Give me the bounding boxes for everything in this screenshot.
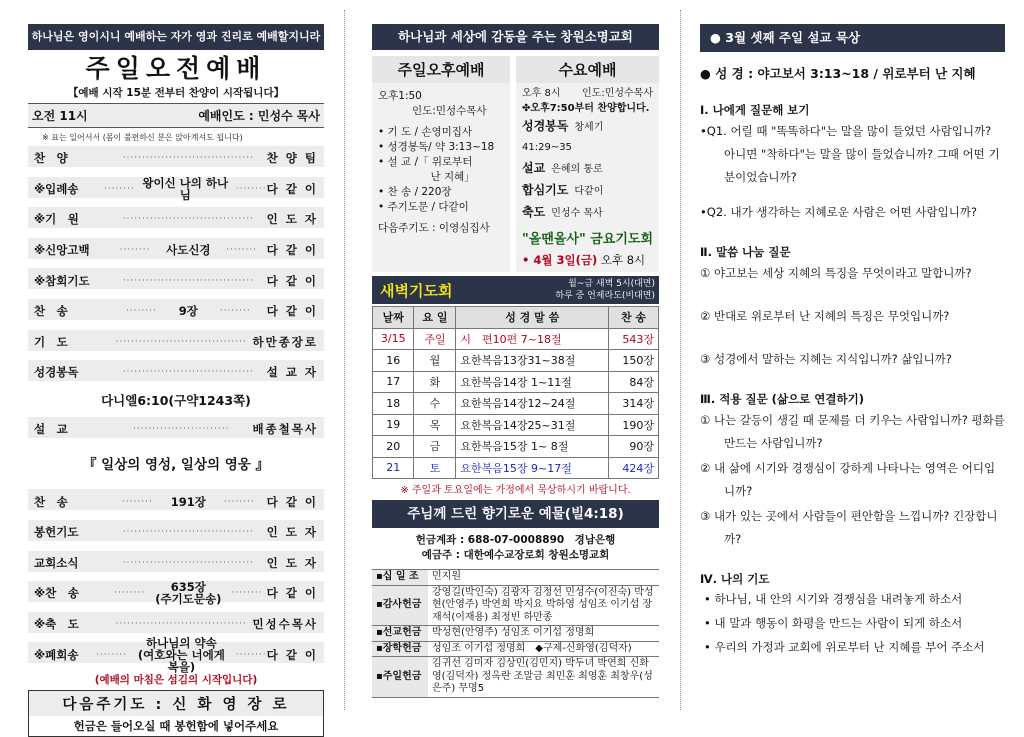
wednesday-item-value: 다같이 — [574, 186, 604, 197]
question-4: ② 반대로 위로부터 난 지혜의 특징은 무엇입니까? — [700, 309, 950, 323]
offering-type: ▪장학헌금 — [372, 641, 428, 657]
service-item-person: 다 같 이 — [266, 647, 318, 662]
col-day: 요 일 — [414, 307, 456, 329]
afternoon-item: • 설 교 /「 위로부터 — [378, 156, 473, 168]
service-item-label: 찬 송 — [34, 494, 68, 509]
service-item-detail: 191장 — [170, 494, 206, 509]
order-of-service-2 — [28, 486, 324, 674]
table-row — [373, 328, 659, 350]
dot-leader: ························· — [132, 424, 230, 435]
standing-note: ※ 표는 일어서서 (몸이 불편하신 분은 앉아계셔도 됩니다) — [42, 133, 243, 142]
account-holder: 예금주 : 대한예수교장로회 창원소명교회 — [421, 549, 610, 561]
dot-leader: ········ — [231, 588, 263, 599]
service-item-label: 교회소식 — [34, 555, 79, 570]
service-item-label: 찬 송 — [34, 304, 68, 319]
wednesday-item-label: 합심기도 — [522, 183, 569, 197]
dawn-prayer-bar — [372, 276, 659, 304]
offering-names: 민지원 — [428, 570, 659, 586]
praise-start-note: 【예배 시작 15분 전부터 찬양이 시작됩니다】 — [67, 87, 285, 99]
dot-leader: ········ — [114, 588, 146, 599]
table-row — [373, 371, 659, 393]
dot-leader: ········ — [103, 183, 135, 194]
row-scripture: 요한복음13장31~38절 — [456, 350, 609, 372]
offering-type: ▪십 일 조 — [372, 570, 428, 586]
row-date: 17 — [373, 371, 414, 393]
afternoon-next-prayer: 다음주기도 : 이영심집사 — [378, 222, 490, 234]
row-hymn: 90장 — [608, 436, 658, 458]
section-3-title: Ⅲ. 적용 질문 (삶으로 연결하기) — [700, 392, 864, 406]
row-scripture: 요한복음14장25~31절 — [456, 414, 609, 436]
dot-leader: ········ — [219, 306, 251, 317]
question-2: •Q2. 내가 생각하는 지혜로운 사람은 어떤 사람입니까? — [700, 205, 978, 219]
service-item-person: 인 도 자 — [266, 525, 318, 540]
wednesday-item — [516, 202, 659, 224]
wednesday-item — [516, 116, 659, 158]
service-item-label: ※참회기도 — [34, 273, 90, 288]
question-3: ① 야고보는 세상 지혜의 특징을 무엇이라고 말합니까? — [700, 266, 972, 280]
service-row — [28, 235, 324, 266]
row-hymn: 190장 — [608, 414, 658, 436]
service-item-label: ※찬 송 — [34, 586, 79, 601]
afternoon-service-box — [372, 56, 510, 272]
table-row — [373, 393, 659, 415]
sermon-row — [28, 414, 324, 445]
table-note: ※ 주일과 토요일에는 가정에서 묵상하시기 바랍니다. — [400, 485, 631, 496]
offering-row — [372, 570, 659, 586]
afternoon-item: • 주기도문 / 다같이 — [378, 201, 469, 213]
column-divider-2 — [680, 10, 681, 710]
service-item-person: 다 같 이 — [266, 181, 318, 196]
bible-reading-table — [372, 306, 659, 479]
offering-table — [372, 569, 659, 698]
wednesday-item — [516, 158, 659, 180]
sermon-speaker: 배종철목사 — [252, 422, 318, 437]
wednesday-item-value: 창세기41:29~35 — [522, 122, 604, 153]
dot-leader: ········ — [121, 496, 153, 507]
dot-leader: ·································· — [115, 336, 247, 347]
dawn-schedule-2: 하루 중 언제라도(비대면) — [555, 291, 655, 301]
row-day: 금 — [414, 436, 456, 458]
afternoon-item: • 성경봉독/ 약 3:13~18 — [378, 141, 495, 153]
service-row — [28, 143, 324, 174]
sermon-title: 『 일상의 영성, 일상의 영웅 』 — [82, 457, 270, 474]
wednesday-item — [516, 180, 659, 202]
service-row — [28, 296, 324, 327]
column-divider-1 — [344, 10, 345, 710]
account-info — [372, 533, 659, 563]
offering-row — [372, 657, 659, 698]
service-item-detail: 왕이신 나의 하나님 — [142, 175, 229, 202]
morning-service-column — [28, 24, 324, 737]
section-4-title: Ⅳ. 나의 기도 — [700, 572, 770, 586]
service-leader: 예배인도 : 민성수 목사 — [198, 109, 320, 123]
meditation-scripture: ● 성 경 : 야고보서 3:13~18 / 위로부터 난 지혜 — [700, 66, 976, 81]
service-item-person: 다 같 이 — [266, 586, 318, 601]
service-row — [28, 265, 324, 296]
friday-date: • 4월 3일(금) — [522, 253, 598, 267]
afternoon-title: 주일오후예배 — [372, 56, 510, 83]
row-scripture: 요한복음15장 1~ 8절 — [456, 436, 609, 458]
row-hymn: 543장 — [608, 328, 658, 350]
left-header: 하나님은 영이시니 예배하는 자가 영과 진리로 예배할지니라 — [28, 24, 324, 50]
service-item-person: 다 같 이 — [266, 243, 318, 258]
dot-leader: ········ — [125, 306, 157, 317]
wednesday-item-value: 은혜의 통로 — [551, 164, 603, 175]
dot-leader: ········ — [235, 183, 267, 194]
dot-leader: ········ — [235, 649, 267, 660]
row-hymn: 424장 — [608, 457, 658, 479]
wednesday-leader: 인도:민성수목사 — [582, 88, 653, 99]
offering-type: ▪주일헌금 — [372, 657, 428, 698]
order-of-service — [28, 143, 324, 388]
table-row — [373, 350, 659, 372]
service-row — [28, 517, 324, 548]
service-item-label: ※입례송 — [34, 181, 79, 196]
question-1: •Q1. 어릴 때 "똑똑하다"는 말을 많이 들었던 사람입니까? 아니면 "착하다"는 말을 많이 들었습니까? 그때 어떤 기분이었습니까? — [700, 124, 1000, 184]
dot-leader: ·································· — [122, 153, 254, 164]
offering-row — [372, 585, 659, 626]
prayer-3: • 우리의 가정과 교회에 위로부터 난 지혜를 부어 주소서 — [704, 640, 985, 654]
mid-header: 하나님과 세상에 감동을 주는 창원소명교회 — [372, 24, 659, 50]
table-row — [373, 436, 659, 458]
service-row — [28, 635, 324, 674]
service-row — [28, 486, 324, 517]
prayer-2: • 내 말과 행동이 화평을 만드는 사람이 되게 하소서 — [704, 616, 963, 630]
dot-leader: ········ — [96, 649, 127, 660]
service-item-label: 기 도 — [34, 334, 68, 349]
afternoon-leader: 인도:민성수목사 — [412, 105, 487, 117]
dawn-title: 새벽기도회 — [380, 281, 453, 300]
wednesday-item-label: 설교 — [522, 161, 546, 175]
service-row — [28, 204, 324, 235]
scripture-reference: 다니엘6:10(구약1243쪽) — [101, 392, 251, 408]
next-week-box — [28, 690, 324, 737]
afternoon-time: 오후1:50 — [378, 90, 422, 102]
dot-leader: ········ — [226, 245, 258, 256]
row-scripture: 시 편10편 7~18절 — [456, 328, 609, 350]
offering-row — [372, 641, 659, 657]
dot-leader: ·································· — [122, 527, 254, 538]
service-item-person: 다 같 이 — [266, 494, 318, 509]
row-date: 18 — [373, 393, 414, 415]
service-item-person: 인 도 자 — [266, 212, 318, 227]
prayer-1: • 하나님, 내 안의 시기와 경쟁심을 내려놓게 하소서 — [704, 592, 963, 606]
section-2-title: Ⅱ. 말씀 나눔 질문 — [700, 245, 791, 259]
offering-type: ▪선교헌금 — [372, 626, 428, 642]
service-item-person: 설 교 자 — [266, 365, 318, 380]
morning-service-title: 주일오전예배 — [85, 54, 267, 83]
service-item-label: ※기 원 — [34, 212, 79, 227]
afternoon-item: 난 지혜」 — [378, 171, 475, 183]
dot-leader: ·································· — [115, 619, 247, 630]
afternoon-items — [372, 125, 510, 215]
table-row — [373, 457, 659, 479]
question-5: ③ 성경에서 말하는 지혜는 지식입니까? 삶입니까? — [700, 352, 952, 366]
service-row — [28, 357, 324, 388]
dot-leader: ·································· — [122, 214, 254, 225]
service-item-label: ※신앙고백 — [34, 243, 90, 258]
row-day: 월 — [414, 350, 456, 372]
row-date: 19 — [373, 414, 414, 436]
wednesday-service-box — [516, 56, 659, 272]
question-8: ③ 내가 있는 곳에서 사람들이 편안함을 느낍니까? 긴장합니까? — [700, 509, 998, 546]
row-hymn: 84장 — [608, 371, 658, 393]
service-item-detail: 사도신경 — [166, 243, 211, 258]
offering-type: ▪감사헌금 — [372, 585, 428, 626]
offering-names: 김귀선 김미자 김상민(김민지) 박두녀 박연희 신화영(김덕자) 정옥란 조말금 최민훈 최영훈 최창우(성은주) 무명5 — [428, 657, 659, 698]
row-date: 16 — [373, 350, 414, 372]
row-day: 화 — [414, 371, 456, 393]
row-day: 수 — [414, 393, 456, 415]
offering-row — [372, 626, 659, 642]
service-item-label: ※폐회송 — [34, 647, 79, 662]
service-row — [28, 578, 324, 609]
row-scripture: 요한복음15장 9~17절 — [456, 457, 609, 479]
service-row — [28, 548, 324, 579]
row-hymn: 314장 — [608, 393, 658, 415]
service-row — [28, 174, 324, 205]
church-info-column — [372, 24, 659, 698]
row-scripture: 요한복음14장 1~11절 — [456, 371, 609, 393]
friday-time: 오후 8시 — [600, 253, 646, 267]
wednesday-item-label: 성경봉독 — [522, 119, 569, 133]
offering-names: 성임조 이기섭 정명희 ◆구제-신화영(김덕자) — [428, 641, 659, 657]
wednesday-item-label: 축도 — [522, 205, 546, 219]
col-date: 날짜 — [373, 307, 414, 329]
question-6: ① 나는 갈등이 생길 때 문제를 더 키우는 사람입니까? 평화를 만드는 사람입니까? — [700, 413, 1005, 450]
row-day: 주일 — [414, 328, 456, 350]
dot-leader: ·································· — [122, 367, 254, 378]
service-row — [28, 609, 324, 640]
wednesday-praise: ✤오후7:50부터 찬양합니다. — [522, 103, 650, 114]
row-hymn: 150장 — [608, 350, 658, 372]
dot-leader: ·································· — [122, 557, 254, 568]
service-time-bar — [28, 103, 324, 128]
dot-leader: ········ — [119, 245, 151, 256]
service-item-detail: 635장 (주기도문송) — [155, 580, 222, 607]
row-date: 21 — [373, 457, 414, 479]
afternoon-item: • 찬 송 / 220장 — [378, 186, 452, 198]
wednesday-item-value: 민성수 목사 — [551, 208, 603, 219]
service-item-label: 봉헌기도 — [34, 525, 79, 540]
closing-note: (예배의 마침은 섬김의 시작입니다) — [94, 673, 258, 686]
service-item-person: 인 도 자 — [266, 555, 318, 570]
next-week-prayer: 다음주기도 : 신 화 영 장 로 — [29, 691, 323, 716]
col-hymn: 찬 송 — [608, 307, 658, 329]
service-item-person: 민성수목사 — [252, 617, 318, 632]
row-day: 목 — [414, 414, 456, 436]
row-date: 20 — [373, 436, 414, 458]
friday-title: "올땐올사" 금요기도회 — [521, 232, 654, 247]
service-item-label: 성경봉독 — [34, 365, 79, 380]
dot-leader: ·································· — [122, 275, 254, 286]
service-item-label: ※축 도 — [34, 617, 79, 632]
section-1-title: Ⅰ. 나에게 질문해 보기 — [700, 103, 810, 117]
sermon-meditation-column — [700, 24, 1005, 659]
afternoon-item: • 기 도 / 손영미집사 — [378, 126, 473, 138]
dawn-schedule-1: 월~금 새벽 5시(대면) — [568, 279, 655, 289]
service-item-label: 찬 양 — [34, 151, 68, 166]
dot-leader: ········ — [223, 496, 255, 507]
row-scripture: 요한복음14장12~24절 — [456, 393, 609, 415]
row-day: 토 — [414, 457, 456, 479]
service-time: 오전 11시 — [32, 109, 88, 123]
wednesday-title: 수요예배 — [516, 56, 659, 83]
service-item-person: 찬 양 팀 — [266, 151, 318, 166]
account-number: 헌금계좌 : 688-07-0008890 경남은행 — [415, 534, 616, 546]
service-item-detail: 9장 — [178, 304, 198, 319]
question-7: ② 내 삶에 시기와 경쟁심이 강하게 나타나는 영역은 어디입니까? — [700, 461, 996, 498]
offering-names: 강영길(박인숙) 김광자 김정선 민성수(이진숙) 박성현(안영주) 박연희 박지요 박하영 성임조 이기섭 장재석(이재용) 최정빈 하만종 — [428, 585, 659, 626]
wednesday-time: 오후 8시 — [522, 88, 561, 99]
service-item-detail: 하나님의 약속 (여호와는 너에게 복을) — [137, 635, 225, 674]
service-item-person: 다 같 이 — [266, 304, 318, 319]
wednesday-items — [516, 116, 659, 224]
service-item-person: 하만종장로 — [252, 334, 318, 349]
table-row — [373, 414, 659, 436]
offering-title: 주님께 드린 향기로운 예물(빌4:18) — [372, 500, 659, 528]
offering-note: 헌금은 들어오실 때 봉헌함에 넣어주세요 — [73, 718, 279, 733]
row-date: 3/15 — [373, 328, 414, 350]
col-scripture: 성 경 말 씀 — [456, 307, 609, 329]
meditation-header: ● 3월 셋째 주일 설교 묵상 — [700, 24, 1005, 52]
service-item-person: 다 같 이 — [266, 273, 318, 288]
sermon-label: 설 교 — [34, 422, 68, 437]
service-row — [28, 327, 324, 358]
offering-names: 박성현(안영주) 성임조 이기섭 정명희 — [428, 626, 659, 642]
